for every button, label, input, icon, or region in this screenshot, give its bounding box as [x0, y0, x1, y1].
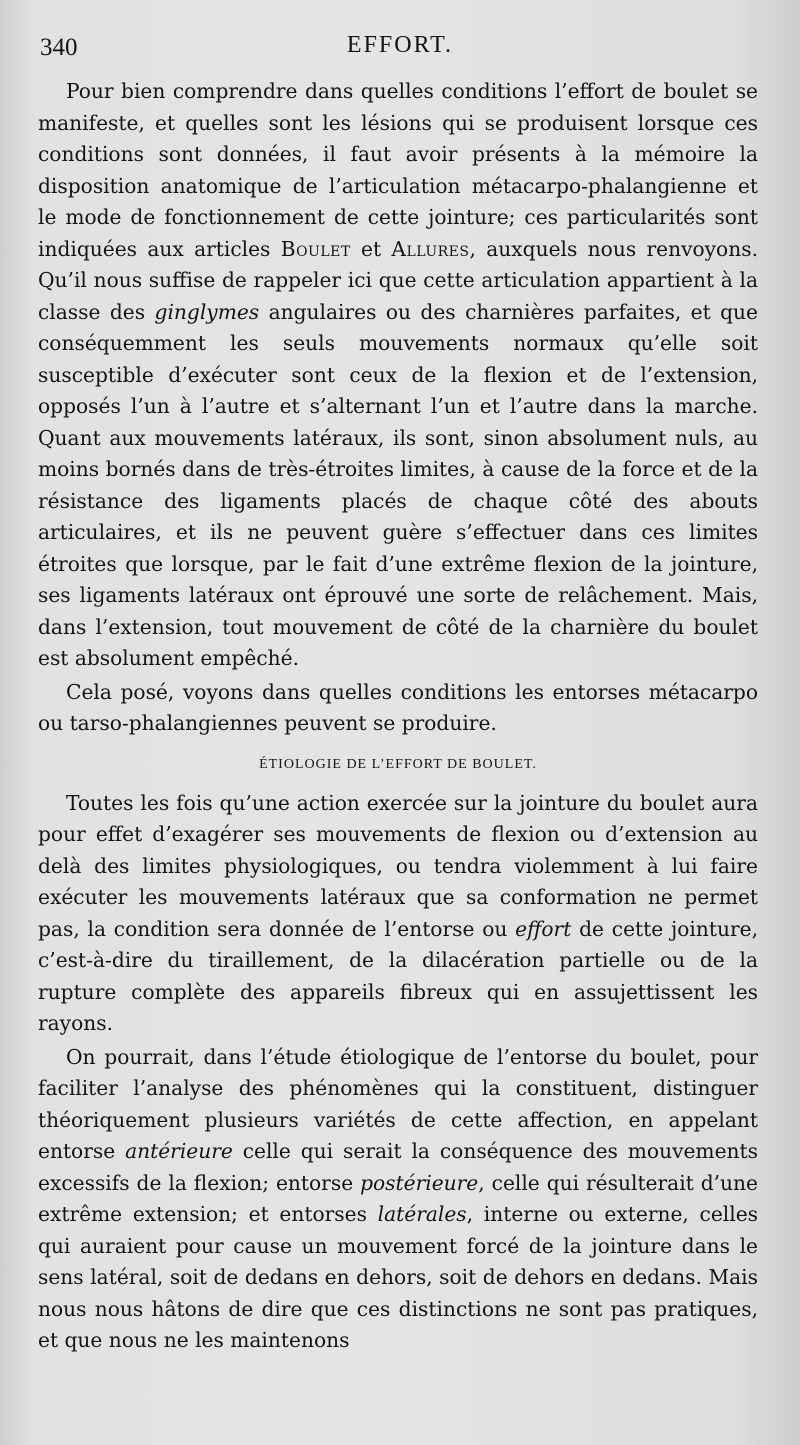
italic-laterales: latérales: [377, 1202, 467, 1226]
paragraph-4: [38, 1042, 758, 1357]
paragraph-1-text-2: et: [350, 236, 392, 261]
italic-effort: effort: [515, 916, 572, 941]
cross-reference-allures: Allures: [391, 236, 470, 261]
paragraph-3-text-2: de cette jointure, c’est-à-dire du tiraillement, de la dilacération partielle ou de la rupture complète des appareils fibreux qui en assujettissent les rayons.: [38, 916, 758, 1035]
paragraph-2: Cela posé, voyons dans quelles conditions les entorses métacarpo ou tarso-phalangiennes peuvent se produire.: [38, 679, 758, 735]
italic-posterieure: postérieure: [360, 1170, 479, 1195]
paragraph-3: [38, 788, 758, 1040]
paragraph-4-text-4: , interne ou externe, celles qui auraient pour cause un mouvement forcé de la jointure dans le sens latéral, soit de dedans en dehors, soit de dehors en dedans. Mais nous nous hâtons de dire que ces distinctions ne sont pas pratiques, et que nous ne les maintenons: [38, 1202, 758, 1352]
paragraph-1: [38, 76, 758, 675]
paragraph-4-text-2: celle qui serait la conséquence des mouvements excessifs de la flexion; entorse: [38, 1139, 758, 1195]
italic-anterieure: antérieure: [125, 1139, 233, 1163]
paragraph-3-text-1: Toutes les fois qu’une action exercée sur la jointure du boulet aura pour effet d’exagérer ses mouvements de flexion ou d’extension au delà des limites physiologiques, ou tendra violemment à lui faire exécuter les mouvements latéraux que sa conformation ne permet pas, la condition sera donnée de l’entorse ou: [38, 790, 758, 941]
paragraph-4-text-1: On pourrait, dans l’étude étiologique de l’entorse du boulet, pour faciliter l’analyse des phénomènes qui la constituent, distinguer théoriquement plusieurs variétés de cette affection, en appelant entorse: [38, 1044, 758, 1163]
paragraph-1-text-1: Pour bien comprendre dans quelles conditions l’effort de boulet se manifeste, et quelles sont les lésions qui se produisent lorsque ces conditions sont données, il faut avoir présents à la mémoire la disposition anatomique de l’articulation métacarpo-phalangienne et le mode de fonctionnement de cette jointure; ces particularités sont indiquées aux articles: [38, 79, 758, 261]
running-head: [30, 30, 770, 64]
page-number: 340: [40, 34, 78, 61]
paragraph-4-text-3: , celle qui résulterait d’une extrême extension; et entorses: [38, 1170, 759, 1226]
section-heading: ÉTIOLOGIE DE L’EFFORT DE BOULET.: [259, 756, 537, 772]
cross-reference-boulet: Boulet: [280, 236, 351, 261]
italic-ginglymes: ginglymes: [154, 299, 260, 324]
paragraph-1-text-3: , auxquels nous renvoyons. Qu’il nous suffise de rappeler ici que cette articulation appartient à la classe des: [38, 236, 758, 324]
paragraph-1-text-4: angulaires ou des charnières parfaites, et que conséquemment les seuls mouvements normaux qu’elle soit susceptible d’exécuter sont ceux de la flexion et de l’extension, opposés l’un à l’autre et s’alternant l’un et l’autre dans la marche. Quant aux mouvements latéraux, ils sont, sinon absolument nuls, au moins bornés dans de très-étroites limites, à cause de la force et de la résistance des ligaments placés de chaque côté des abouts articulaires, et ils ne peuvent guère s’effectuer dans ces limites étroites que lorsque, par le fait d’une extrême flexion de la jointure, ses ligaments latéraux ont éprouvé une sorte de relâchement. Mais, dans l’extension, tout mouvement de côté de la charnière du boulet est absolument empêché.: [38, 299, 758, 670]
running-title: EFFORT.: [346, 32, 454, 58]
body-text: [38, 76, 758, 1357]
